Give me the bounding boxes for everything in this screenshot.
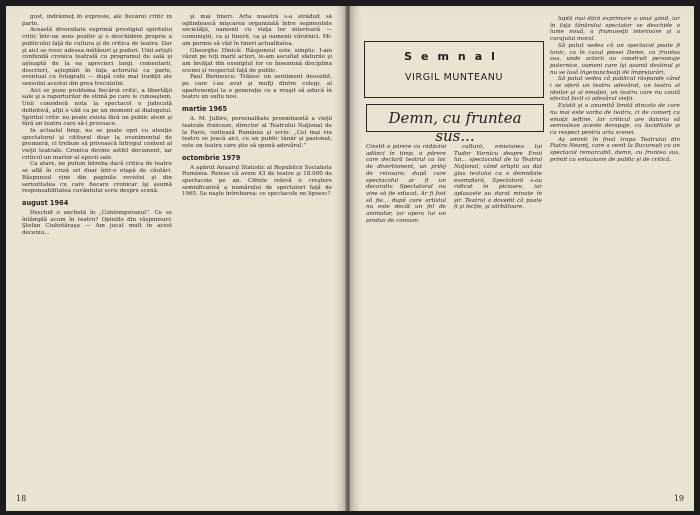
paragraph: Ca atare, ne putem întreba dacă critica de teatru se află în criză ori doar într-o etapă de căutări. Răspunsul vine din paginile revistei şi din seriozitatea cu care fiecare cronicar îşi asumă responsabilitatea cuvântului scris despre scenă. bbox=[22, 161, 172, 195]
left-page-column-1 bbox=[22, 14, 172, 486]
section-heading: octombrie 1979 bbox=[182, 153, 241, 162]
article-author: VIRGIL MUNTEANU bbox=[405, 72, 503, 83]
paragraph: luptă mai dâră exprimare a unui gând, iar în faţa tânărului spectator se deschide o lume nouă, a frumuseţii interioare şi a curajului moral. bbox=[550, 16, 680, 43]
paragraph: Cinstit o părere cu rădăcini adânci în timp, o părere care declară teatrul ca loc de divertisment, un prilej de relaxare; după care spectacolul ar fi un decorativ. Spectatorul nu vine să fie educat. Ar fi fost să fie... după care artistul nu este decât un fel de animator, iar opera lui un produs de consum. bbox=[366, 144, 446, 224]
section-heading: august 1964 bbox=[22, 198, 69, 207]
article-title-box bbox=[366, 104, 544, 145]
section-heading: martie 1965 bbox=[182, 105, 228, 114]
right-page-column-3 bbox=[550, 16, 680, 496]
paragraph: Există şi o anumită limită dincolo de care nu mai este vorba de teatru, ci de comerţ cu emoţii ieftine. Iar criticul are datoria să semnaleze aceste derapaje, cu luciditate şi cu respect pentru arta scenei. bbox=[550, 103, 680, 136]
paragraph: A. M. Julliro, personalitate proeminentă a vieţii teatrale franceze, director al Teatrului Naţional de la Paris, vizitează România şi scrie: „Cel mai viu teatru se joacă aici, cu un public tânăr şi pasionat; este un teatru care ştie să spună adevărul.” bbox=[182, 116, 332, 149]
right-page-column-1 bbox=[366, 144, 446, 499]
paragraph: şi mai tineri. Arta noastră s-a străduit să oglindească mişcarea organizată între segmentele societăţii, oamenii cu viaţa lor interioară — comuniştii, ca şi tinerii, ca şi oamenii vârstnici. Mi-am permis să văd în tineri actualitatea. bbox=[182, 14, 332, 47]
rubric-title: Semnal bbox=[404, 50, 504, 63]
left-page bbox=[6, 6, 346, 511]
paragraph: A apărut Anuarul Statistic al Republicii Socialiste România. Reiese că avem 43 de teatre şi 18.000 de spectacole pe an. Cifrele relevă o creştere semnificativă a numărului de spectatori faţă de 1965. Se naşte întrebarea: ce spectacole ne lipsesc? bbox=[182, 164, 332, 198]
rubric-header bbox=[364, 41, 544, 98]
paragraph: Gheorghe Dinică: Răspunsul este simplu: I-am văzut pe toţi marii actori, le-am ascultat sfaturile şi am învăţat din exemplul lor ce înseamnă disciplina scenei şi respectul faţă de public. bbox=[182, 47, 332, 74]
paragraph: Aici se pune problema fiecărui critic, a libertăţii sale şi a raporturilor de stimă pe care le cunoaştem. Unii consideră nota la spectacol o judecată definitivă, alţii o văd ca pe un moment al dialogului. Spiritul critic nu poate exista fără un public atent şi fără un teatru care să-l provoace. bbox=[22, 87, 172, 128]
paragraph: Deschid o anchetă în „Contemporanul”. Ce se întâmplă acum în teatru? Opiniile din răspunsuri: Ştefan Ciubotăraşu — Am jucat mult în acest deceniu... bbox=[22, 209, 172, 237]
paragraph: cultură, emisiunea lui Tudor Vornicu despre Eroii lui... spectacolul de la Teatrul Naţional, când artiştii au dat glas textului cu o demnitate exemplară. Spectatorii s-au ridicat în picioare, iar aplauzele au durat minute în şir. Teatrul a dovedit că poate fi şi lecţie, şi sărbătoare. bbox=[454, 144, 542, 211]
paragraph: Aş aminti în final trupa Teatrului din Piatra Neamţ, care a venit la Bucureşti cu un spectacol remarcabil, demn, cu fruntea sus, primit cu entuziasm de public şi de critică. bbox=[550, 136, 680, 163]
right-page bbox=[350, 6, 694, 511]
page-number: 18 bbox=[16, 494, 27, 503]
paragraph: In actualul timp, nu se poate opri cu atenţie spectatorul şi cititorul doar la evenimentul de premieră, ci trebuie să privească întregul context al vieţii teatrale. Cronica devine astfel document, iar criticul un martor al epocii sale. bbox=[22, 127, 172, 161]
paragraph: Această diversitate exprimă prestigiul spiritului critic într-un sens pozitiv şi o deschidere proprie a publicului faţă de cultura şi de critica de teatru. Dar şi aici se ivesc adesea mătăsuri şi pudori. Unii artişti confundă cronica teatrală cu programul de sală şi aşteaptă de la ea aprecieri largi, comentarii, descrieri, aşteptări în faţa actorului ca parte, eventual cu fotografii — după cele mai tradiţii ale sensului acestui din prea trecutului. bbox=[22, 27, 172, 88]
paragraph: gust, îndrăzneţ în expresie, ale fiecărui critic în parte. bbox=[22, 14, 172, 27]
paragraph: Să putut vedea că un spectacol poate fi tonic, ca în cazul piesei Demn, cu fruntea sus, unde actorii au construit personaje puternice, oameni care îşi asumă destinul şi nu se lasă îngenuncheaţi de împrejurări. bbox=[550, 42, 680, 76]
page-number: 19 bbox=[673, 494, 684, 503]
paragraph: Paul Berinescu: Trăiesc un sentiment deosebit, pe care l-au avut şi mulţi dintre colegi, al apartenenţei la o generaţie ce a reuşit să aducă în teatru un suflu nou. bbox=[182, 74, 332, 101]
article-title: Demn, cu fruntea sus... bbox=[388, 109, 522, 145]
right-page-column-2 bbox=[454, 144, 542, 499]
left-page-column-2 bbox=[182, 14, 332, 486]
paragraph: Să putut vedea că publicul răspunde când i se oferă un teatru adevărat, un teatru al ideilor şi al emoţiei, un teatru care nu caută efectul facil ci adevărul vieţii. bbox=[550, 76, 680, 103]
